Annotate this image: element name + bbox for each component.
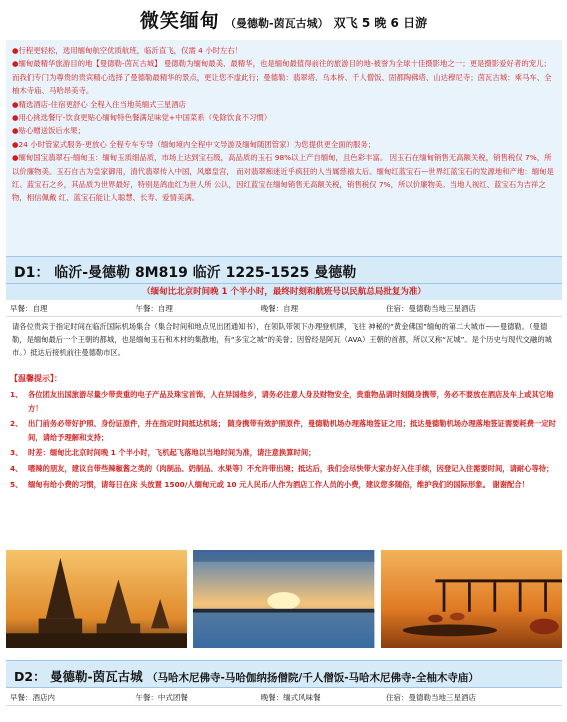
- tour-subtitle: （曼德勒-茵瓦古城）: [225, 17, 329, 30]
- tip-item: 5、 缅甸有给小费的习惯，请每日在床 头放置 1500/人缅甸元或 10 元人民币/人作为酒店工作人员的小费，建议您多随俗，维护我们的国际形象。 谢谢配合！: [10, 479, 529, 489]
- day1-flight: 8M819: [134, 265, 188, 281]
- tour-duration: 双飞 5 晚 6 日游: [333, 16, 428, 30]
- bullet-icon: ●: [12, 59, 19, 69]
- hotel-info: 住宿：曼德勒当地三星酒店: [386, 693, 477, 702]
- breakfast-info: 早餐：酒店内: [10, 693, 55, 702]
- day2-route: 曼德勒-茵瓦古城: [49, 669, 143, 684]
- lunch-info: 午餐：自理: [135, 304, 173, 313]
- bullet-icon: ●: [12, 113, 19, 123]
- tour-title: 微笑缅甸: [139, 10, 220, 32]
- day1-route: 临沂-曼德勒: [54, 265, 131, 281]
- dinner-info: 晚餐：自理: [260, 304, 299, 313]
- highlight-item: ●缅甸最精华旅游目的地【曼德勒-茵瓦古城】 曼德勒为缅甸最美、最精华，也是缅甸最值得前往的旅游目的地-被誉为全球十佳摄影地之一；更是摄影爱好者的宠儿；而我们专门为尊贵的贵宾精心选择了曼德勒最精华的景点，更让您不虚此行；曼德勒：翡翠塔、乌本桥、千人僧饭、固都陶佛塔、山达穆尼寺；茵瓦古城：乘马车、全柚木寺庙、马哈昂美寺。: [12, 59, 552, 96]
- highlight-item: ●用心挑选餐厅-饮食更贴心缅甸特色餐满足味觉+中国菜系（免除饮食不习惯）: [12, 113, 272, 123]
- highlight-item: ●缅甸国宝翡翠石-缅甸玉：缅甸玉质细品质，市场上达到宝石级，高品质的玉石 98%以上产自缅甸，且色彩丰富。 因玉石在缅甸销售无高额关税，销售税仅 7%，所以价廉物美。玉石自古为皇家御用，清代翡翠传入中国，风靡皇宫， 而对翡翠痴迷近乎疯狂的人当属慈禧太后。缅甸红蓝宝石—世界红蓝宝石的发源地和产地：缅甸是红、蓝宝石之乡，其品质为世界最好，特别是鸽血红为世人所 公认，因红蓝宝在缅甸销售无高额关税，销售税仅 7%，所以价廉物美。当地人视红、蓝宝石为吉祥之物，相信佩戴 红、蓝宝石能让人聪慧、长寿、爱情美满。: [12, 153, 554, 203]
- photo-strip: [6, 550, 562, 648]
- day1-time: 临沂 1225-1525 曼德勒: [192, 265, 357, 281]
- day2-label: D2：: [14, 669, 46, 684]
- highlight-item: ●精选酒店-住宿更舒心 全程入住当地英缅式三星酒店: [12, 99, 187, 109]
- day1-header: [6, 256, 562, 284]
- tip-item: 2、 出门前务必带好护照、身份证原件，并在指定时间抵达机场； 随身携带有效护照原件，曼德勒机场办理落地签证之用；抵达曼德勒机场办理落地签证需要耗费一定时间，请给予理解和支持；: [10, 419, 556, 442]
- hotel-info: 住宿：曼德勒当地三星酒店: [386, 304, 477, 313]
- tour-highlights: [6, 40, 562, 284]
- highlight-item: ●24 小时管家式服务-更放心 全程专车专导（缅甸境内全程中文导游及缅甸随团管家）为您提供更全面的服务；: [12, 139, 376, 149]
- bullet-icon: ●: [12, 99, 19, 109]
- lunch-info: 午餐：中式团餐: [135, 693, 188, 702]
- day1-description: 请各位贵宾于指定时间在临沂国际机场集合（集合时间和地点见出团通知书），在领队带领下办理登机牌，飞往 神秘的“黄金佛国”缅甸的第二大城市——曼德勒。（曼德勒，是缅甸最后一个王朝的都城，也是缅甸玉石和木材的集散地，有“多宝之城”的美誉；因曾经是阿瓦（AVA）王朝的首都，所以又称“瓦城”。是个历史与现代交融的城市。）抵达后接机前往曼德勒市区。: [12, 322, 552, 357]
- highlight-item: ●贴心赠送饭后水果；: [12, 126, 85, 136]
- pagoda-sunset-photo: [6, 550, 187, 648]
- breakfast-info: 早餐：自理: [10, 304, 48, 313]
- day2-meals: [6, 690, 562, 706]
- tip-item: 4、 嗜辣的朋友，建议自带些辣椒酱之类的（肉制品、奶制品、水果等）不允许带出境；抵达后，我们会尽快带大家办好入住手续，因登记入住需要时间，请耐心等待；: [10, 463, 554, 473]
- day1-meals: [6, 301, 562, 317]
- bullet-icon: ●: [12, 153, 19, 163]
- day2-header: [6, 660, 562, 688]
- tips-title: 【温馨提示】：: [10, 374, 62, 383]
- river-sunset-photo: [193, 550, 374, 648]
- day1-time-note: （缅甸比北京时间晚 1 个半小时，最终时刻和航班号以民航总局批复为准）: [6, 284, 562, 300]
- bullet-icon: ●: [12, 46, 19, 55]
- day2-stops: （马哈木尼佛寺-马哈伽纳扬僧院/千人僧饭-马哈木尼佛寺-全柚木寺庙）: [147, 672, 479, 684]
- bridge-monks-photo: [381, 550, 562, 648]
- dinner-info: 晚餐：缅式风味餐: [260, 693, 321, 702]
- day1-label: D1：: [14, 265, 50, 281]
- tip-item: 1、 各位团友出国旅游尽量少带贵重的电子产品及珠宝首饰，人在异国他乡，请务必注意人身及财物安全，贵重物品请时刻随身携带，务必不要放在酒店及车上或其它地方！: [10, 390, 554, 413]
- bullet-icon: ●: [12, 126, 19, 136]
- highlight-item: ●行程更轻松，选用缅甸航空优质航班，临沂直飞，仅需 4 小时左右！: [12, 46, 243, 55]
- bullet-icon: ●: [12, 139, 19, 149]
- tips-list: [10, 388, 558, 493]
- page-header: [0, 0, 567, 38]
- tip-item: 3、 时差：缅甸比北京时间晚 1 个半小时，飞机起飞落地以当地时间为准，请注意换算时间；: [10, 448, 316, 458]
